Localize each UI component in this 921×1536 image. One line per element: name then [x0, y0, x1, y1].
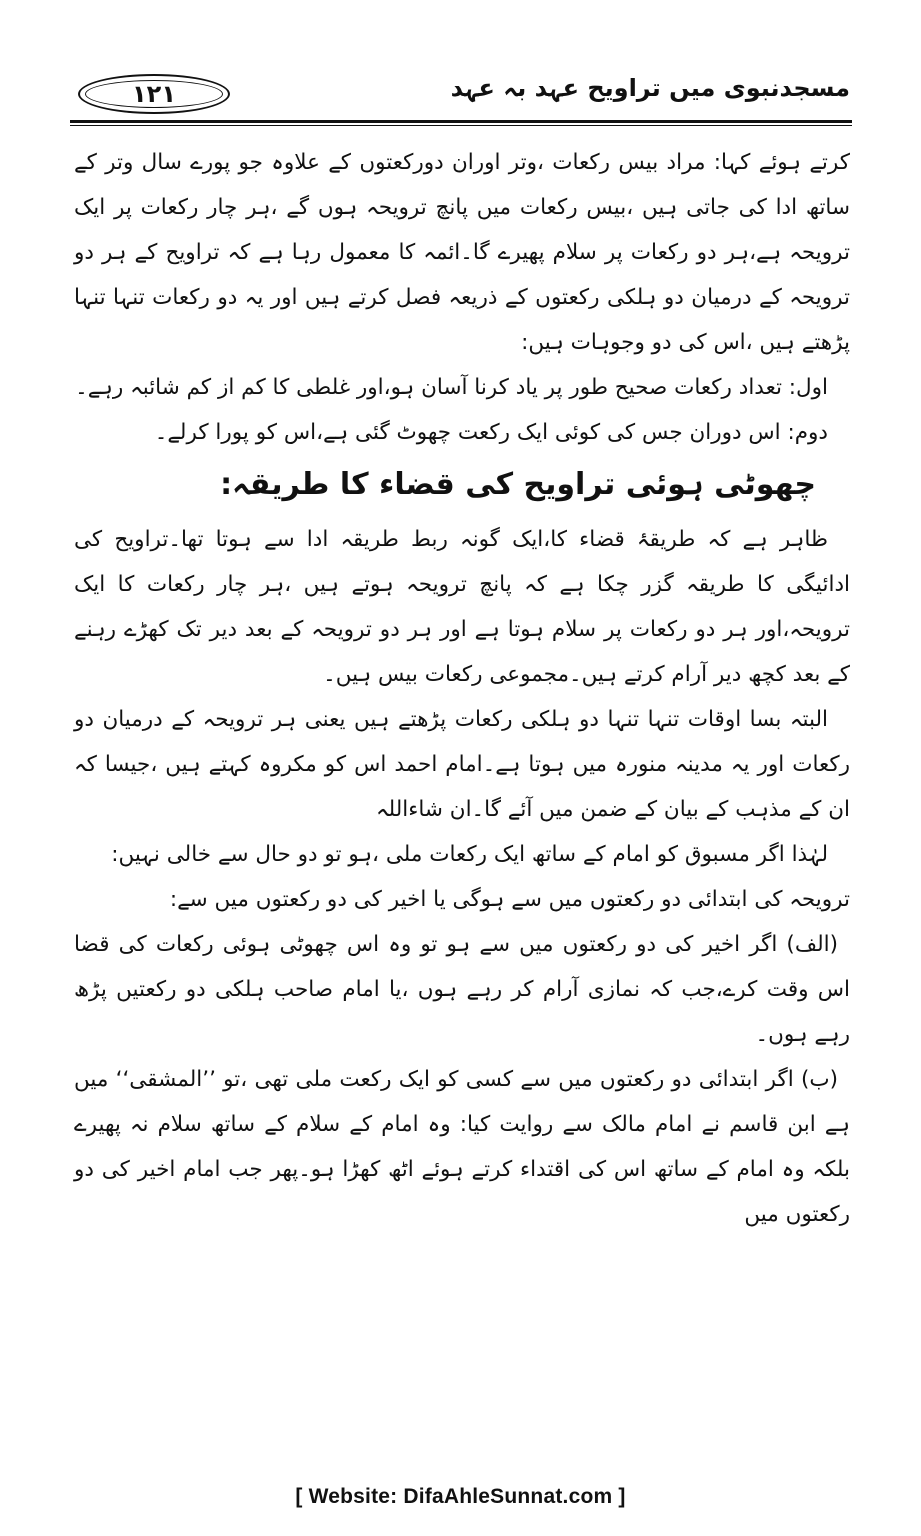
- reason-second: دوم: اس دوران جس کی کوئی ایک رکعت چھوٹ گئی ہے،اس کو پورا کرلے۔: [154, 420, 828, 445]
- website-footer: [ Website: DifaAhleSunnat.com ]: [295, 1485, 626, 1508]
- body-text: [74, 140, 850, 1237]
- paragraph-7: (ب) اگر ابتدائی دو رکعتوں میں سے کسی کو ایک رکعت ملی تھی ،تو ’’المشقی‘‘ میں ہے ابن قاسم نے امام مالک سے روایت کیا: وہ امام کے سلام کے ساتھ سلام نہ پھیرے بلکہ وہ امام کے ساتھ اس کی اقتداء کرتے ہوئے اٹھ کھڑا ہو۔پھر جب امام اخیر کی دو رکعتوں میں: [74, 1067, 850, 1227]
- page-number-badge: [78, 74, 230, 114]
- paragraph-5: ترویحہ کی ابتدائی دو رکعتوں میں سے ہوگی یا اخیر کی دو رکعتوں میں سے:: [169, 887, 850, 912]
- paragraph-2: ظاہر ہے کہ طریقۂ قضاء کا،ایک گونہ ربط طریقہ ادا سے ہوتا تھا۔تراویح کی ادائیگی کا طریقہ گزر چکا ہے کہ پانچ ترویحہ ہوتے ہیں ،ہر چار رکعات کا ایک ترویحہ،اور ہر دو رکعات پر سلام ہوتا ہے اور ہر دو ترویحہ کے بعد دیر تک کھڑے رہنے کے بعد کچھ دیر آرام کرتے ہیں۔مجموعی رکعات بیس ہیں۔: [74, 527, 850, 687]
- paragraph-4: لہٰذا اگر مسبوق کو امام کے ساتھ ایک رکعات ملی ،ہو تو دو حال سے خالی نہیں:: [111, 842, 828, 867]
- paragraph-3: البتہ بسا اوقات تنہا تنہا دو ہلکی رکعات پڑھتے ہیں یعنی ہر ترویحہ کے درمیان دو رکعات اور یہ مدینہ منورہ میں ہوتا ہے۔امام احمد اس کو مکروہ کہتے ہیں ،جیسا کہ ان کے مذہب کے بیان کے ضمن میں آئے گا۔ان شاءاللہ: [74, 707, 850, 822]
- paragraph-1: کرتے ہوئے کہا: مراد بیس رکعات ،وتر اوران دورکعتوں کے علاوہ جو پورے سال وتر کے ساتھ ادا کی جاتی ہیں ،بیس رکعات میں پانچ ترویحہ ہوں گے ،ہر چار رکعات پر ایک ترویحہ ہے،ہر دو رکعات پر سلام پھیرے گا۔ائمہ کا معمول رہا ہے کہ تراویح کے ہر دو ترویحہ کے درمیان دو ہلکی رکعتوں کے ذریعہ فصل کرتے ہیں اور یہ دو رکعات تنہا تنہا پڑھتے ہیں ،اس کی دو وجوہات ہیں:: [74, 150, 850, 355]
- paragraph-6: (الف) اگر اخیر کی دو رکعتوں میں سے ہو تو وہ اس چھوٹی ہوئی رکعات کی قضا اس وقت کرے،جب کہ نمازی آرام کر رہے ہوں ،یا امام صاحب ہلکی دو رکعتیں پڑھ رہے ہوں۔: [74, 932, 850, 1047]
- page-number: ١٢١: [132, 80, 176, 108]
- header-rule-thin: [70, 125, 852, 126]
- section-heading: چھوٹی ہوئی تراویح کی قضاء کا طریقہ:: [220, 467, 816, 502]
- header-rule-thick: [70, 120, 852, 123]
- running-title: مسجدنبوی میں تراویح عہد بہ عہد: [450, 74, 850, 102]
- reason-first: اول: تعداد رکعات صحیح طور پر یاد کرنا آسان ہو،اور غلطی کا کم از کم شائبہ رہے۔: [75, 375, 828, 400]
- page-header: [70, 72, 850, 116]
